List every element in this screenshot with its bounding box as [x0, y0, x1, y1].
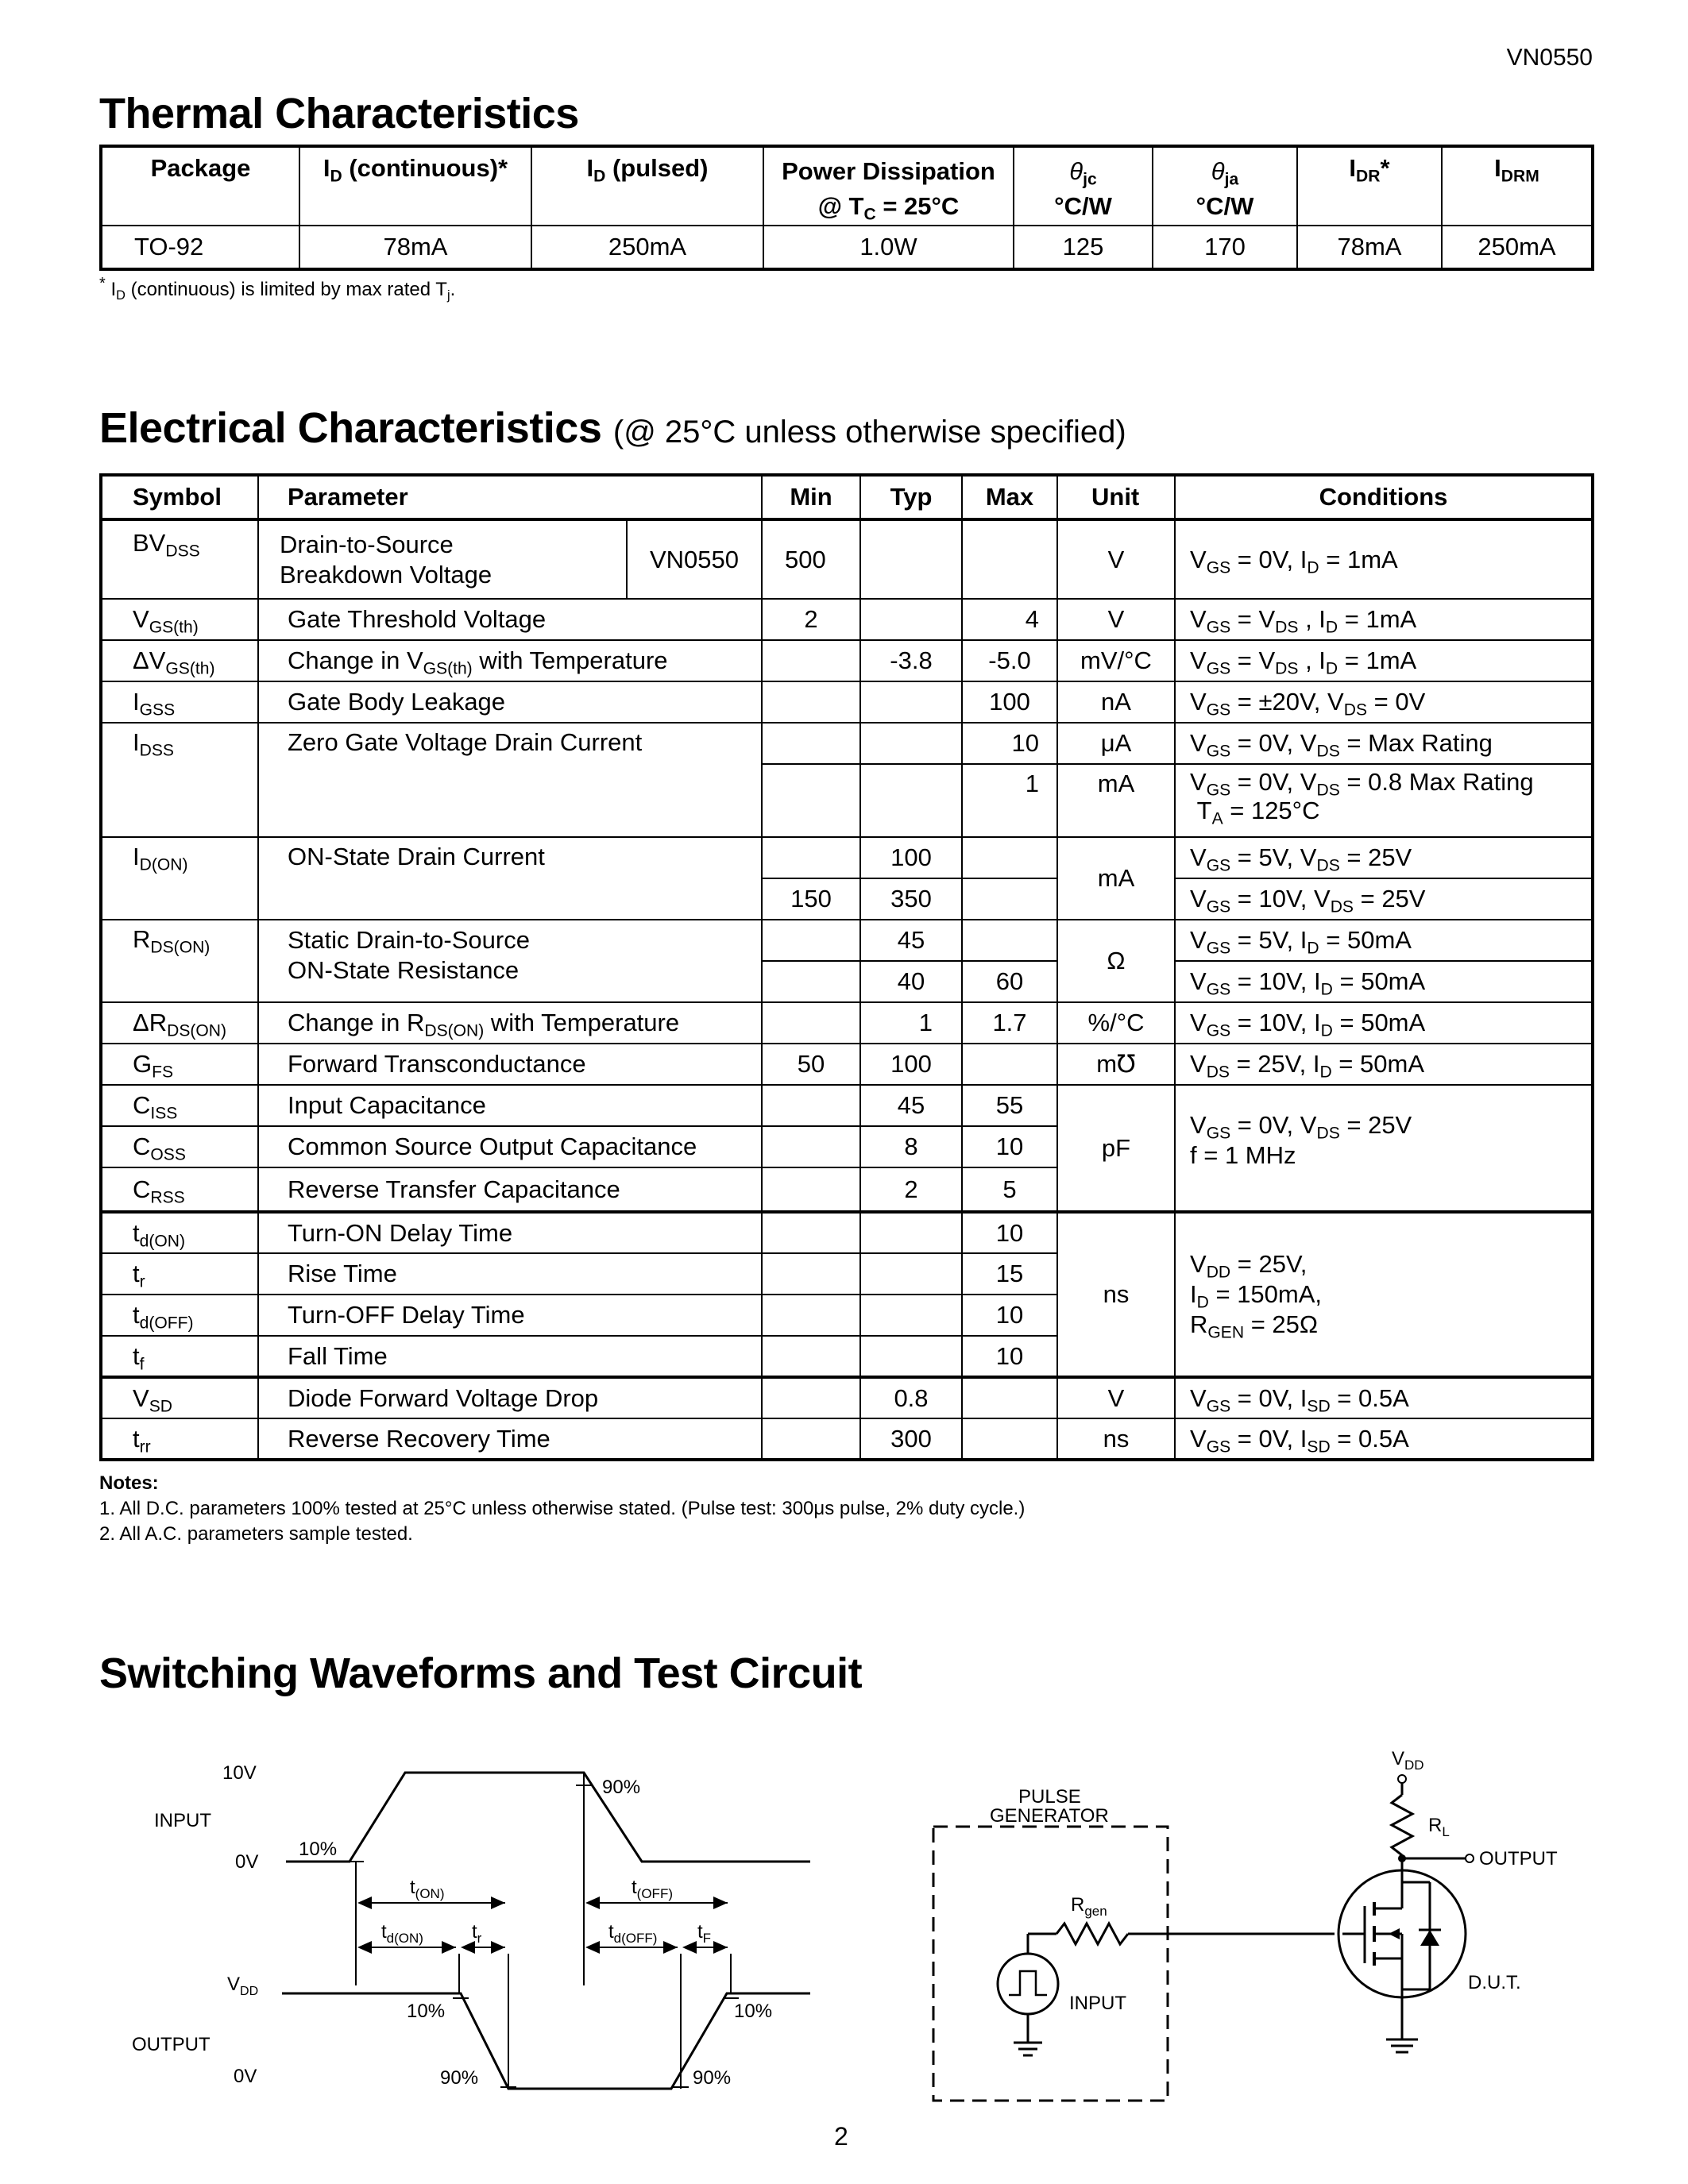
electrical-title: Electrical Characteristics (@ 25°C unless otherwise specified) — [99, 404, 1126, 452]
th-id-cont: $I_D$ (continuous)* — [299, 146, 531, 226]
table-row: $t_{d(OFF)}$ Turn-OFF Delay Time 10 — [101, 1295, 1593, 1336]
table-row: $I_{D(ON)}$ ON-State Drain Current 100 mA $V_{GS} = 5V$, $V_{DS} = 25V$ — [101, 837, 1593, 878]
th-idr: $I_{DR}*$ — [1297, 146, 1442, 226]
label-t-on: $t_{(ON)}$ — [410, 1877, 445, 1901]
thermal-row — [101, 226, 1593, 269]
th-id-pulsed: $I_D$ (pulsed) — [531, 146, 763, 226]
table-row: $C_{OSS}$ Common Source Output Capacitance 8 10 — [101, 1126, 1593, 1167]
label-0v-out: 0V — [234, 2066, 257, 2087]
th-unit: Unit — [1057, 475, 1175, 519]
cell-package: TO-92 — [101, 226, 299, 269]
cell-idrm: 250mA — [1442, 226, 1593, 269]
table-row: $I_{DSS}$ Zero Gate Voltage Drain Current 10 μA $V_{GS} = 0V$, $V_{DS}$ = Max Rating — [101, 723, 1593, 764]
thermal-table — [99, 145, 1594, 271]
th-min: Min — [762, 475, 860, 519]
switching-title: Switching Waveforms and Test Circuit — [99, 1650, 863, 1697]
th-max: Max — [962, 475, 1057, 519]
table-row: $C_{RSS}$ Reverse Transfer Capacitance 2 5 — [101, 1167, 1593, 1212]
label-output: OUTPUT — [132, 2034, 211, 2055]
cell-id-pulsed: 250mA — [531, 226, 763, 269]
notes — [99, 1471, 1025, 1547]
table-row: $t_{rr}$ Reverse Recovery Time 300 ns $V_{GS} = 0V$, $I_{SD} = 0.5A$ — [101, 1418, 1593, 1460]
th-package: Package — [101, 146, 299, 226]
label-10pct-out-b: 10% — [734, 2001, 773, 2022]
label-10v: 10V — [222, 1762, 257, 1784]
label-generator: GENERATOR — [990, 1805, 1109, 1827]
table-row: $t_f$ Fall Time 10 — [101, 1336, 1593, 1377]
electrical-subtitle: (@ 25°C unless otherwise specified) — [612, 415, 1126, 450]
th-conditions: Conditions — [1175, 475, 1593, 519]
cell-id-cont: 78mA — [299, 226, 531, 269]
cell-power: 1.0W — [763, 226, 1014, 269]
table-row: $V_{GS(th)}$ Gate Threshold Voltage 2 4 V $V_{GS} = V_{DS}$ , $I_D = 1mA$ — [101, 599, 1593, 640]
label-rl: $R_L$ — [1428, 1815, 1450, 1839]
input-waveform — [286, 1773, 810, 1862]
label-10pct-in: 10% — [299, 1839, 338, 1860]
th-typ: Typ — [860, 475, 962, 519]
cell-idr: 78mA — [1297, 226, 1442, 269]
page-number: 2 — [834, 2122, 848, 2151]
cell-theta-ja: 170 — [1153, 226, 1297, 269]
table-row: $C_{ISS}$ Input Capacitance 45 55 pF $V_{GS} = 0V$, $V_{DS} = 25V$ f = 1 MHz — [101, 1085, 1593, 1126]
th-parameter: Parameter — [258, 475, 762, 519]
notes-title: Notes: — [99, 1472, 159, 1494]
label-tf: $t_F$ — [697, 1921, 712, 1946]
note-2: 2. All A.C. parameters sample tested. — [99, 1523, 413, 1545]
label-td-on: $t_{d(ON)}$ — [381, 1921, 423, 1946]
table-row: $G_{FS}$ Forward Transconductance 50 100 m℧ $V_{DS} = 25V$, $I_D = 50mA$ — [101, 1044, 1593, 1085]
table-row: 40 60 $V_{GS} = 10V$, $I_D = 50mA$ — [101, 961, 1593, 1002]
label-rgen: $R_{gen}$ — [1071, 1894, 1107, 1919]
table-row: $R_{DS(ON)}$ Static Drain-to-Source ON-State Resistance 45 Ω $V_{GS} = 5V$, $I_D = 50mA$ — [101, 920, 1593, 961]
th-symbol: Symbol — [101, 475, 258, 519]
label-gen-input: INPUT — [1069, 1993, 1126, 2014]
label-input: INPUT — [154, 1810, 211, 1831]
table-row: $I_{GSS}$ Gate Body Leakage 100 nA $V_{GS} = \pm 20V$, $V_{DS} = 0V$ — [101, 681, 1593, 723]
thermal-footnote: * $I_D$ (continuous) is limited by max rated $T_j$. — [99, 275, 456, 303]
note-1: 1. All D.C. parameters 100% tested at 25°C unless otherwise stated. (Pulse test: 300μs pulse, 2% duty cycle.) — [99, 1498, 1026, 1519]
th-theta-jc: $\theta_{jc}$ °C/W — [1014, 146, 1153, 226]
electrical-table — [99, 473, 1594, 1461]
label-90pct-out-a: 90% — [440, 2067, 479, 2089]
table-row: $\Delta V_{GS(th)}$ Change in $V_{GS(th)}$ with Temperature -3.8 -5.0 mV/°C $V_{GS} = V_{DS}$ , $I_D = 1mA$ — [101, 640, 1593, 681]
table-row: $BV_{DSS}$ Drain-to-Source Breakdown Voltage VN0550 500 V $V_{GS} = 0V$, $I_D = 1mA$ — [101, 519, 1593, 599]
label-vdd: $V_{DD}$ — [227, 1974, 259, 1998]
table-row: $t_r$ Rise Time 15 — [101, 1253, 1593, 1295]
label-circuit-vdd: $V_{DD}$ — [1392, 1748, 1424, 1773]
table-row: 1 mA $V_{GS} = 0V$, $V_{DS} = 0.8$ Max Rating $T_A = 125^\circ C$ — [101, 764, 1593, 837]
label-dut: D.U.T. — [1468, 1972, 1521, 1993]
label-td-off: $t_{d(OFF)}$ — [608, 1921, 658, 1946]
label-pulse: PULSE — [1018, 1786, 1081, 1808]
cell-theta-jc: 125 — [1014, 226, 1153, 269]
label-t-off: $t_{(OFF)}$ — [632, 1877, 673, 1901]
table-row: $\Delta R_{DS(ON)}$ Change in $R_{DS(ON)}$ with Temperature 1 1.7 %/°C $V_{GS} = 10V$, $I_D = 50mA$ — [101, 1002, 1593, 1044]
label-0v-in: 0V — [235, 1851, 259, 1873]
part-number: VN0550 — [1506, 44, 1593, 71]
table-row: 150 350 $V_{GS} = 10V$, $V_{DS} = 25V$ — [101, 878, 1593, 920]
th-idrm: $I_{DRM}$ — [1442, 146, 1593, 226]
thermal-title: Thermal Characteristics — [99, 90, 579, 137]
label-10pct-out-a: 10% — [407, 2001, 446, 2022]
label-circuit-output: OUTPUT — [1479, 1848, 1558, 1870]
label-tr: $t_r$ — [472, 1921, 482, 1946]
table-row: $t_{d(ON)}$ Turn-ON Delay Time 10 ns $V_{DD} = 25V$, $I_D = 150mA$, $R_{GEN} = 25\Omega$ — [101, 1212, 1593, 1253]
label-90pct-out-b: 90% — [693, 2067, 732, 2089]
rl-resistor — [1392, 1795, 1412, 1855]
th-power: Power Dissipation @ $T_C = 25^\circ C$ — [763, 146, 1014, 226]
switching-waveform-diagram — [0, 1668, 1688, 2113]
label-90pct-in: 90% — [602, 1777, 641, 1798]
table-row: $V_{SD}$ Diode Forward Voltage Drop 0.8 V $V_{GS} = 0V$, $I_{SD} = 0.5A$ — [101, 1377, 1593, 1418]
th-theta-ja: $\theta_{ja}$ °C/W — [1153, 146, 1297, 226]
rgen-resistor — [1056, 1924, 1128, 1944]
output-waveform — [282, 1993, 810, 2089]
